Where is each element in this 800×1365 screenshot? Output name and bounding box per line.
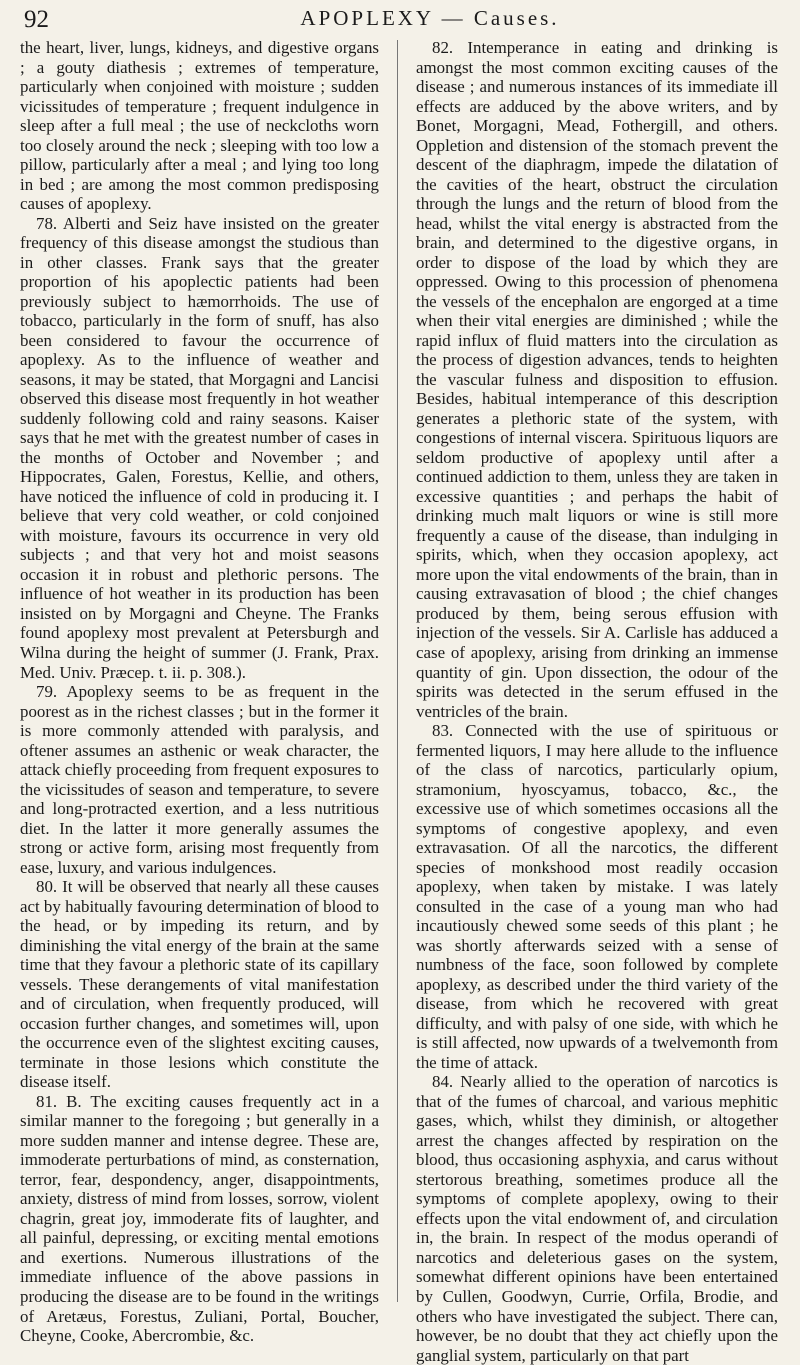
page-header-title: APOPLEXY — Causes. [300,6,560,30]
paragraph-79: 79. Apoplexy seems to be as frequent in the poorest as in the richest classes ; but in the former it is more commonly attended with paralysis, and oftener assumes an asthenic or weak character, the attack chiefly proceeding from frequent exposures to the vicissitudes of season and temperature, to severe and long-protracted exertion, and a less nutritious diet. In the latter it more generally assumes the strong or active form, arising most frequently from ease, luxury, and various indulgences. [20,682,379,877]
paragraph-83: 83. Connected with the use of spirituous or fermented liquors, I may here allude to the influence of the class of narcotics, particularly opium, stramonium, hyoscyamus, tobacco, &c., the excessive use of which sometimes occasions all the symptoms of congestive apoplexy, and even extravasation. Of all the narcotics, the different species of monkshood most readily occasion apoplexy, when taken by mistake. I was lately consulted in the case of a young man who had incautiously chewed some seeds of this plant ; he was shortly afterwards seized with a sense of numbness of the face, soon followed by complete apoplexy, as described under the third variety of the disease, from which he recovered with great difficulty, and with palsy of one side, with which he is still affected, now upwards of a twelvemonth from the time of attack. [416,721,778,1072]
paragraph: the heart, liver, lungs, kidneys, and digestive organs ; a gouty diathesis ; extremes of temperature, particularly when conjoined with moisture ; sudden vicissitudes of temperature ; frequent indulgence in sleep after a full meal ; the use of neckcloths worn too closely around the neck ; sleeping with too low a pillow, particularly after a meal ; and lying too long in bed ; are among the most common predisposing causes of apoplexy. [20,38,379,214]
column-divider [397,40,398,1302]
paragraph-81: 81. B. The exciting causes frequently act in a similar manner to the foregoing ; but generally in a more sudden manner and intense degree. These are, immoderate perturbations of mind, as consternation, terror, fear, despondency, anger, disappointments, anxiety, distress of mind from losses, sorrow, violent chagrin, great joy, immoderate fits of laughter, and all painful, depressing, or exciting mental emotions and exertions. Numerous illustrations of the immediate influence of the above passions in producing the disease are to be found in the writings of Aretæus, Forestus, Zuliani, Portal, Boucher, Cheyne, Cooke, Abercrombie, &c. [20,1091,379,1346]
right-column [416,38,778,1365]
paragraph-78: 78. Alberti and Seiz have insisted on the greater frequency of this disease amongst the studious than in other classes. Frank says that the greater proportion of his apoplectic patients had been previously subject to hæmorrhoids. The use of tobacco, particularly in the form of snuff, has also been considered to favour the occurrence of apoplexy. As to the influence of weather and seasons, it may be stated, that Morgagni and Lancisi observed this disease most frequently in hot weather suddenly following cold and rainy seasons. Kaiser says that he met with the greatest number of cases in the months of October and November ; and Hippocrates, Galen, Forestus, Kellie, and others, have noticed the influence of cold in producing it. I believe that very cold weather, or cold conjoined with moisture, favours its occurrence in very old subjects ; and that very hot and moist seasons occasion it in robust and plethoric persons. The influence of hot weather in its production has been insisted on by Morgagni and Cheyne. The Franks found apoplexy most prevalent at Petersburgh and Wilna during the height of summer (J. Frank, Prax. Med. Univ. Præcep. t. ii. p. 308.). [20,213,379,682]
paragraph-84: 84. Nearly allied to the operation of narcotics is that of the fumes of charcoal, and various mephitic gases, which, whilst they diminish, or altogether arrest the changes affected by respiration on the blood, thus occasioning asphyxia, and carus without stertorous breathing, sometimes produce all the symptoms of complete apoplexy, owing to their effects upon the vital endowment of, and circulation in, the brain. In respect of the modus operandi of narcotics and deleterious gases on the system, somewhat different opinions have been entertained by Cullen, Goodwyn, Currie, Orfila, Brodie, and others who have investigated the subject. There can, however, be no doubt that they act chiefly upon the ganglial system, particularly on that part [416,1072,778,1365]
left-column [20,38,379,1346]
paragraph-82: 82. Intemperance in eating and drinking is amongst the most common exciting causes of the disease ; and numerous instances of its immediate ill effects are adduced by the above writers, and by Bonet, Morgagni, Mead, Fothergill, and others. Oppletion and distension of the stomach prevent the descent of the diaphragm, impede the dilatation of the cavities of the heart, obstruct the circulation through the lungs and the return of blood from the head, whilst the vital energy is abstracted from the brain, and determined to the digestive organs, in order to dispose of the load by which they are oppressed. Owing to this procession of phenomena the vessels of the encephalon are engorged at a time when their vital energies are diminished ; while the rapid influx of fluid matters into the circulation as the process of digestion advances, tends to heighten the vascular fulness and disposition to effusion. Besides, habitual intemperance of this description generates a plethoric state of the system, with congestions of internal viscera. Spirituous liquors are seldom productive of apoplexy until after a continued addiction to them, unless they are taken in excessive quantities ; and perhaps the habit of drinking much malt liquors or wine is still more frequently a cause of the disease, than indulging in spirits, which, when they occasion apoplexy, act more upon the vital endowments of the brain, than in causing extravasation of blood ; the chief changes produced by them, being serous effusion with injection of the vessels. Sir A. Carlisle has adduced a case of apoplexy, arising from drinking an immense quantity of gin. Upon dissection, the odour of the spirits was detected in the serum effused in the ventricles of the brain. [416,38,778,721]
running-head [24,6,776,36]
paragraph-80: 80. It will be observed that nearly all these causes act by habitually favouring determination of blood to the head, or by impeding its return, and by diminishing the vital energy of the brain at the same time that they favour a plethoric state of its capillary vessels. These derangements of vital manifestation and of circulation, when frequently produced, will occasion further changes, and sometimes will, upon the occurrence even of the slightest exciting causes, terminate in those lesions which constitute the disease itself. [20,877,379,1092]
page-number: 92 [24,6,49,33]
